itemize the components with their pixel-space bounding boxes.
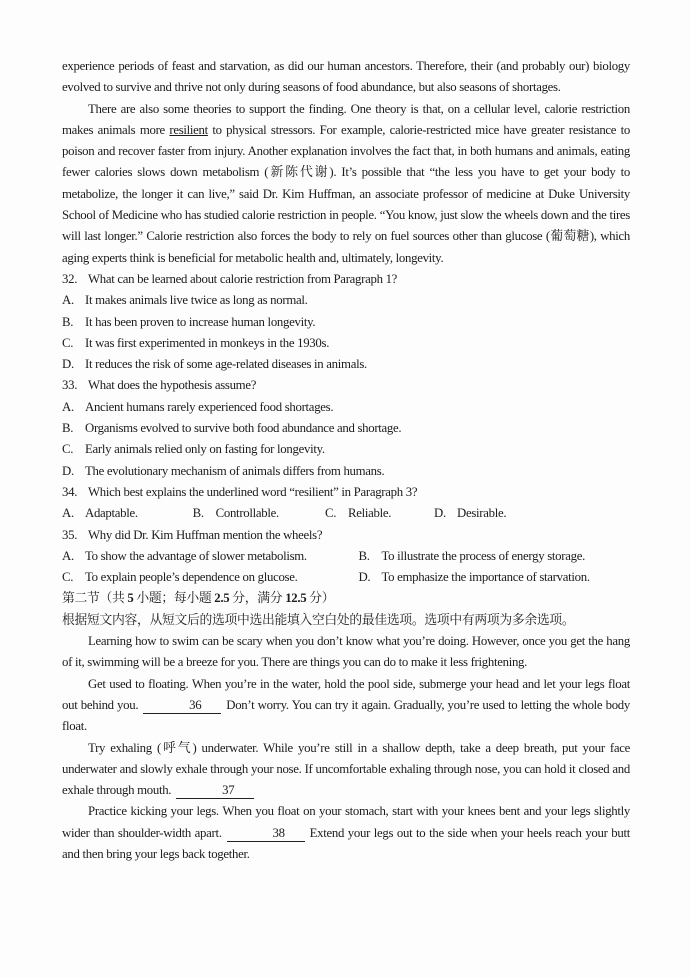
option-label: A.	[62, 293, 74, 308]
option-label: A.	[62, 548, 74, 563]
option-label: C.	[62, 335, 74, 350]
option-text: Ancient humans rarely experienced food shortages.	[85, 399, 334, 414]
option-a	[62, 546, 358, 567]
options-row	[62, 503, 630, 524]
question-33	[62, 375, 630, 481]
question-stem	[62, 482, 630, 503]
option-text: Organisms evolved to survive both food abundance and shortage.	[85, 421, 402, 436]
option-label: C.	[62, 442, 74, 457]
paragraph-text: experience periods of feast and starvation, as did our human ancestors. Therefore, their (and probably our) biology evolved to survive and thrive not only during seasons of food abundance, but also seasons of shortages.	[62, 59, 630, 95]
paragraph-text: Don’t worry. You can try it again. Gradually, you’re used to letting the whole body float.	[62, 697, 630, 734]
option-label: B.	[192, 506, 204, 521]
question-text: Why did Dr. Kim Huffman mention the wheels?	[88, 527, 323, 542]
option-a	[62, 397, 630, 418]
page-content	[62, 56, 630, 865]
option-d	[62, 461, 630, 482]
option-label: B.	[62, 421, 74, 436]
swim-paragraph-kicking	[62, 801, 630, 865]
option-label: A.	[62, 399, 74, 414]
option-c	[325, 503, 434, 524]
option-c	[62, 567, 358, 588]
options-grid	[62, 546, 630, 589]
blank-37: 37	[176, 782, 254, 799]
option-text: To illustrate the process of energy storage.	[381, 548, 585, 563]
option-text: Controllable.	[215, 506, 279, 521]
option-label: D.	[62, 463, 74, 478]
passage-paragraph-theories	[62, 99, 630, 269]
option-label: D.	[434, 506, 446, 521]
question-35	[62, 525, 630, 589]
blank-38: 38	[227, 825, 305, 842]
heading-number: 12.5	[285, 591, 307, 606]
swim-paragraph-exhaling	[62, 738, 630, 802]
heading-number: 5	[127, 591, 134, 606]
heading-text: 分，满分	[229, 591, 286, 606]
question-32	[62, 269, 630, 375]
question-number: 35.	[62, 527, 78, 542]
swim-paragraph-intro	[62, 631, 630, 674]
option-label: B.	[62, 314, 74, 329]
paragraph-text: Try exhaling (呼气) underwater. While you’re still in a shallow depth, take a deep breath, put your face underwater and slowly exhale through your nose. If uncomfortable exhaling through nose, you can hold it closed and exhale through mouth.	[62, 740, 630, 798]
paragraph-text: There are also some theories to support the finding. One theory is that, on a cellular level, calorie restriction makes animals more	[62, 101, 630, 137]
option-d	[358, 567, 630, 588]
option-text: Reliable.	[347, 506, 392, 521]
question-text: What can be learned about calorie restriction from Paragraph 1?	[88, 271, 398, 286]
blank-36: 36	[143, 697, 221, 714]
option-text: To emphasize the importance of starvation.	[381, 570, 590, 585]
option-label: B.	[358, 548, 370, 563]
option-label: A.	[62, 506, 74, 521]
question-text: What does the hypothesis assume?	[88, 378, 257, 393]
option-b	[62, 312, 630, 333]
option-text: The evolutionary mechanism of animals differs from humans.	[85, 463, 385, 478]
question-text: Which best explains the underlined word “resilient” in Paragraph 3?	[88, 484, 418, 499]
option-c	[62, 333, 630, 354]
paragraph-text: to physical stressors. For example, calorie-restricted mice have greater resistance to poison and recover faster from injury. Another explanation involves the fact that, in both humans and animals, eating fewer calories slows down metabolism (新陈代谢). It’s possible that “the less you have to get your body to metabolize, the longer it can live,” said Dr. Kim Huffman, an associate professor of medicine at Duke University School of Medicine who has studied calorie restriction in people. “You know, just slow the wheels down and the tires will last longer.” Calorie restriction also forces the body to rely on fuel sources other than glucose (葡萄糖), which aging experts think is beneficial for metabolic health and, ultimately, longevity.	[62, 122, 630, 265]
question-stem	[62, 375, 630, 396]
heading-text: 第二节（共	[62, 591, 128, 606]
section2-heading	[62, 588, 630, 609]
option-text: It reduces the risk of some age-related diseases in animals.	[85, 357, 367, 372]
option-label: D.	[358, 570, 371, 585]
question-number: 32.	[62, 271, 78, 286]
paragraph-text: Learning how to swim can be scary when you don’t know what you’re doing. However, once you get the hang of it, swimming will be a breeze for you. There are things you can do to make it less frightening.	[62, 634, 630, 670]
option-label: D.	[62, 357, 74, 372]
option-text: To show the advantage of slower metabolism.	[85, 548, 307, 563]
option-text: It has been proven to increase human longevity.	[85, 314, 316, 329]
paragraph-text: Practice kicking your legs. When you float on your stomach, start with your knees bent and your legs slightly wider than shoulder-width apart.	[62, 804, 630, 840]
question-stem	[62, 525, 630, 546]
question-34	[62, 482, 630, 525]
passage-paragraph-continuation	[62, 56, 630, 99]
option-b	[358, 546, 630, 567]
option-text: Desirable.	[457, 506, 507, 521]
option-text: Adaptable.	[85, 506, 138, 521]
underlined-word-resilient: resilient	[169, 122, 208, 137]
question-number: 34.	[62, 484, 78, 499]
section2-instruction: 根据短文内容，从短文后的选项中选出能填入空白处的最佳选项。选项中有两项为多余选项。	[62, 612, 575, 627]
paragraph-text: Get used to floating. When you’re in the water, hold the pool side, submerge your head and let your legs float out behind you.	[62, 676, 630, 712]
question-number: 33.	[62, 378, 78, 393]
option-label: C.	[62, 570, 74, 585]
option-text: It was first experimented in monkeys in the 1930s.	[85, 335, 330, 350]
heading-text: 小题；每小题	[133, 591, 215, 606]
option-d	[62, 354, 630, 375]
option-d	[434, 503, 630, 524]
heading-text: 分）	[306, 591, 335, 606]
option-text: Early animals relied only on fasting for longevity.	[85, 442, 325, 457]
swim-paragraph-floating	[62, 674, 630, 738]
option-b	[193, 503, 325, 524]
heading-number: 2.5	[214, 591, 230, 606]
option-a	[62, 503, 193, 524]
option-label: C.	[324, 506, 337, 521]
option-b	[62, 418, 630, 439]
paragraph-text: Extend your legs out to the side when your heels reach your butt and then bring your legs back together.	[62, 825, 630, 861]
option-a	[62, 290, 630, 311]
option-text: It makes animals live twice as long as normal.	[85, 293, 308, 308]
question-stem	[62, 269, 630, 290]
option-text: To explain people’s dependence on glucose.	[85, 570, 298, 585]
option-c	[62, 439, 630, 460]
